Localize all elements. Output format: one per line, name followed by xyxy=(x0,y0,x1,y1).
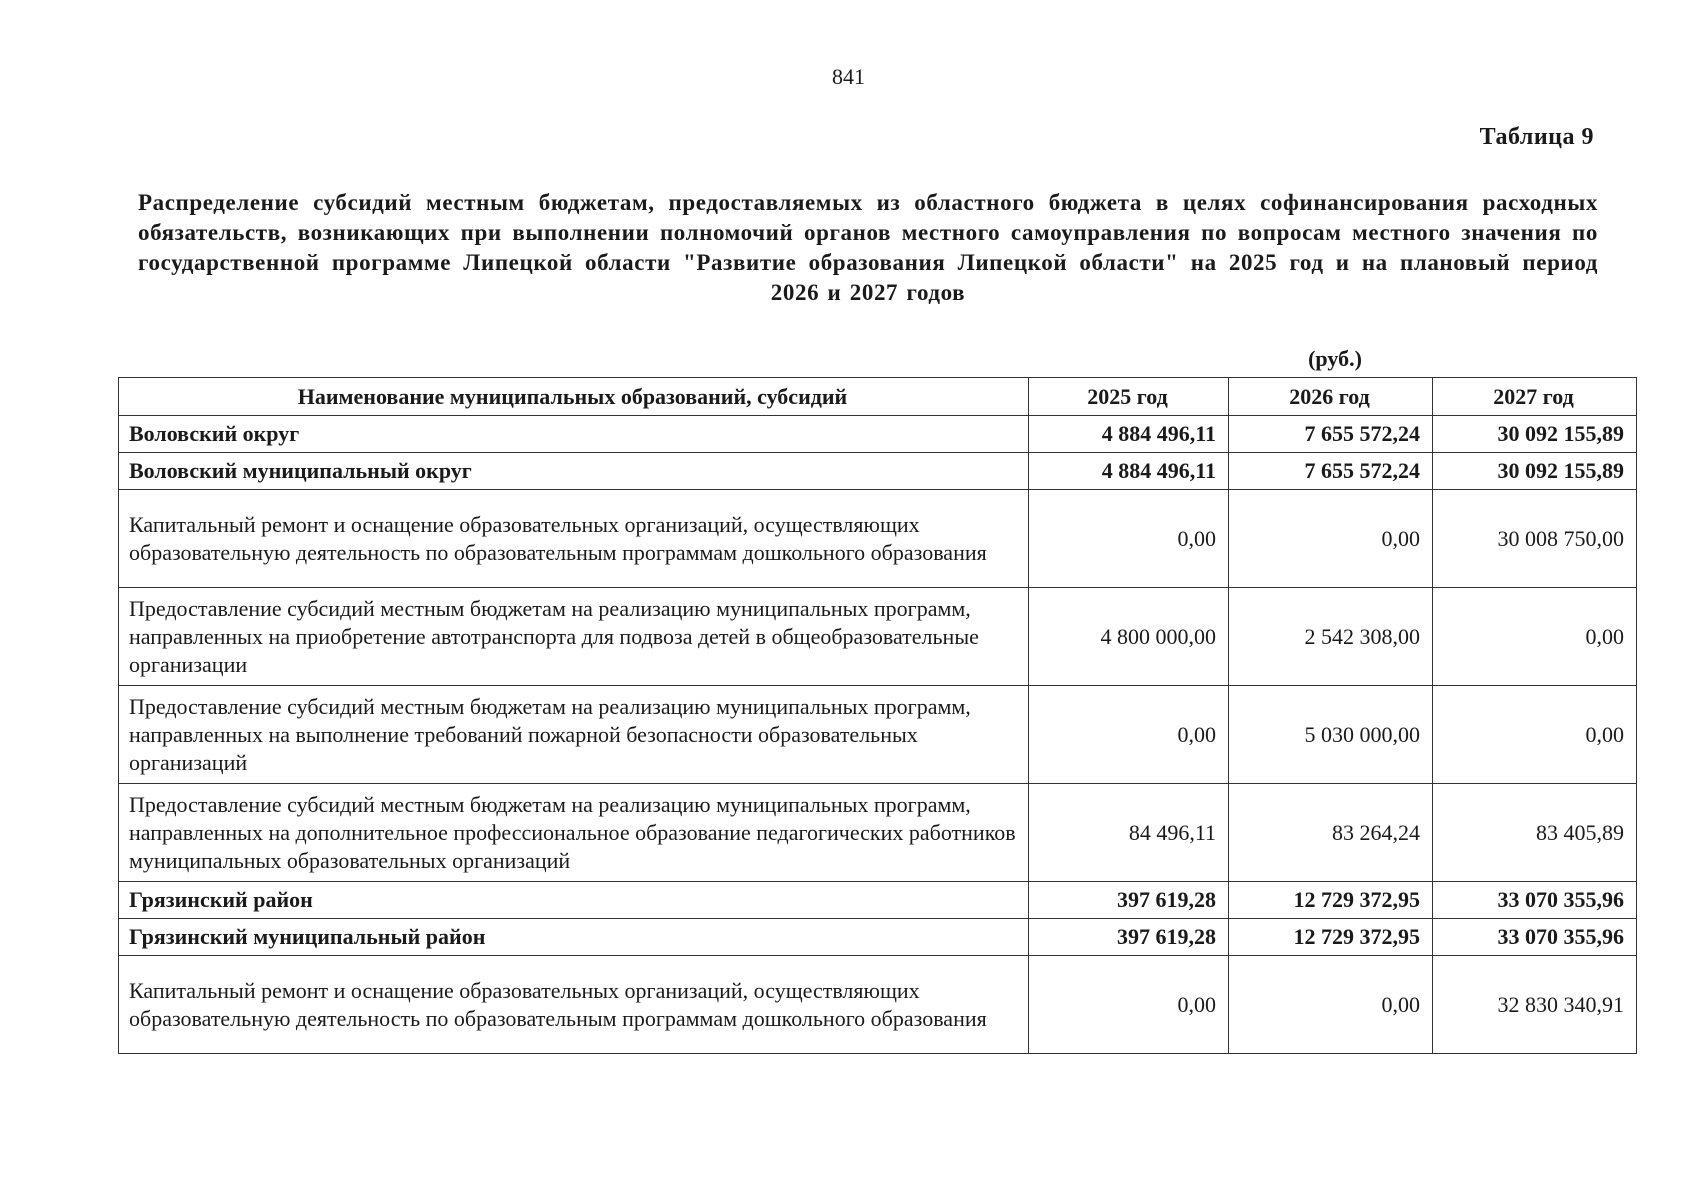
value-2025: 0,00 xyxy=(1029,956,1229,1054)
value-2025: 84 496,11 xyxy=(1029,784,1229,882)
row-name: Воловский округ xyxy=(119,416,1029,453)
value-2027: 0,00 xyxy=(1433,588,1637,686)
table-row xyxy=(119,686,1637,784)
table-row xyxy=(119,588,1637,686)
table-header-row xyxy=(119,378,1637,416)
value-2027: 30 092 155,89 xyxy=(1433,453,1637,490)
subsidy-table xyxy=(118,377,1637,1054)
header-2027: 2027 год xyxy=(1433,378,1637,416)
value-2025: 4 884 496,11 xyxy=(1029,416,1229,453)
value-2026: 5 030 000,00 xyxy=(1229,686,1433,784)
table-row xyxy=(119,882,1637,919)
header-2026: 2026 год xyxy=(1229,378,1433,416)
value-2026: 7 655 572,24 xyxy=(1229,453,1433,490)
row-name: Предоставление субсидий местным бюджетам на реализацию муниципальных программ, направленных на приобретение автотранспорта для подвоза детей в общеобразовательные организации xyxy=(119,588,1029,686)
value-2027: 0,00 xyxy=(1433,686,1637,784)
value-2025: 0,00 xyxy=(1029,490,1229,588)
value-2026: 83 264,24 xyxy=(1229,784,1433,882)
table-row xyxy=(119,956,1637,1054)
row-name: Грязинский район xyxy=(119,882,1029,919)
value-2026: 0,00 xyxy=(1229,490,1433,588)
value-2026: 7 655 572,24 xyxy=(1229,416,1433,453)
row-name: Капитальный ремонт и оснащение образовательных организаций, осуществляющих образовательную деятельность по образовательным программам дошкольного образования xyxy=(119,490,1029,588)
row-name: Воловский муниципальный округ xyxy=(119,453,1029,490)
table-label: Таблица 9 xyxy=(1479,124,1594,150)
value-2026: 2 542 308,00 xyxy=(1229,588,1433,686)
value-2027: 83 405,89 xyxy=(1433,784,1637,882)
value-2025: 397 619,28 xyxy=(1029,882,1229,919)
table-row xyxy=(119,784,1637,882)
value-2025: 397 619,28 xyxy=(1029,919,1229,956)
table-row xyxy=(119,453,1637,490)
row-name: Предоставление субсидий местным бюджетам на реализацию муниципальных программ, направленных на выполнение требований пожарной безопасности образовательных организаций xyxy=(119,686,1029,784)
value-2025: 4 800 000,00 xyxy=(1029,588,1229,686)
value-2027: 30 008 750,00 xyxy=(1433,490,1637,588)
value-2025: 0,00 xyxy=(1029,686,1229,784)
page-number: 841 xyxy=(832,64,865,89)
row-name: Грязинский муниципальный район xyxy=(119,919,1029,956)
value-2026: 12 729 372,95 xyxy=(1229,882,1433,919)
value-2026: 12 729 372,95 xyxy=(1229,919,1433,956)
header-2025: 2025 год xyxy=(1029,378,1229,416)
unit-label: (руб.) xyxy=(1308,346,1362,371)
document-title: Распределение субсидий местным бюджетам, предоставляемых из областного бюджета в целях софинансирования расходных обязательств, возникающих при выполнении полномочий органов местного самоуправления по вопросам местного значения по государственной программе Липецкой области "Развитие образования Липецкой области" на 2025 год и на плановый период 2026 и 2027 годов xyxy=(138,190,1598,305)
value-2027: 32 830 340,91 xyxy=(1433,956,1637,1054)
header-name: Наименование муниципальных образований, субсидий xyxy=(119,378,1029,416)
value-2025: 4 884 496,11 xyxy=(1029,453,1229,490)
row-name: Капитальный ремонт и оснащение образовательных организаций, осуществляющих образовательную деятельность по образовательным программам дошкольного образования xyxy=(119,956,1029,1054)
value-2026: 0,00 xyxy=(1229,956,1433,1054)
value-2027: 33 070 355,96 xyxy=(1433,882,1637,919)
row-name: Предоставление субсидий местным бюджетам на реализацию муниципальных программ, направленных на дополнительное профессиональное образование педагогических работников муниципальных образовательных организаций xyxy=(119,784,1029,882)
value-2027: 33 070 355,96 xyxy=(1433,919,1637,956)
table-row xyxy=(119,416,1637,453)
value-2027: 30 092 155,89 xyxy=(1433,416,1637,453)
table-row xyxy=(119,490,1637,588)
table-row xyxy=(119,919,1637,956)
